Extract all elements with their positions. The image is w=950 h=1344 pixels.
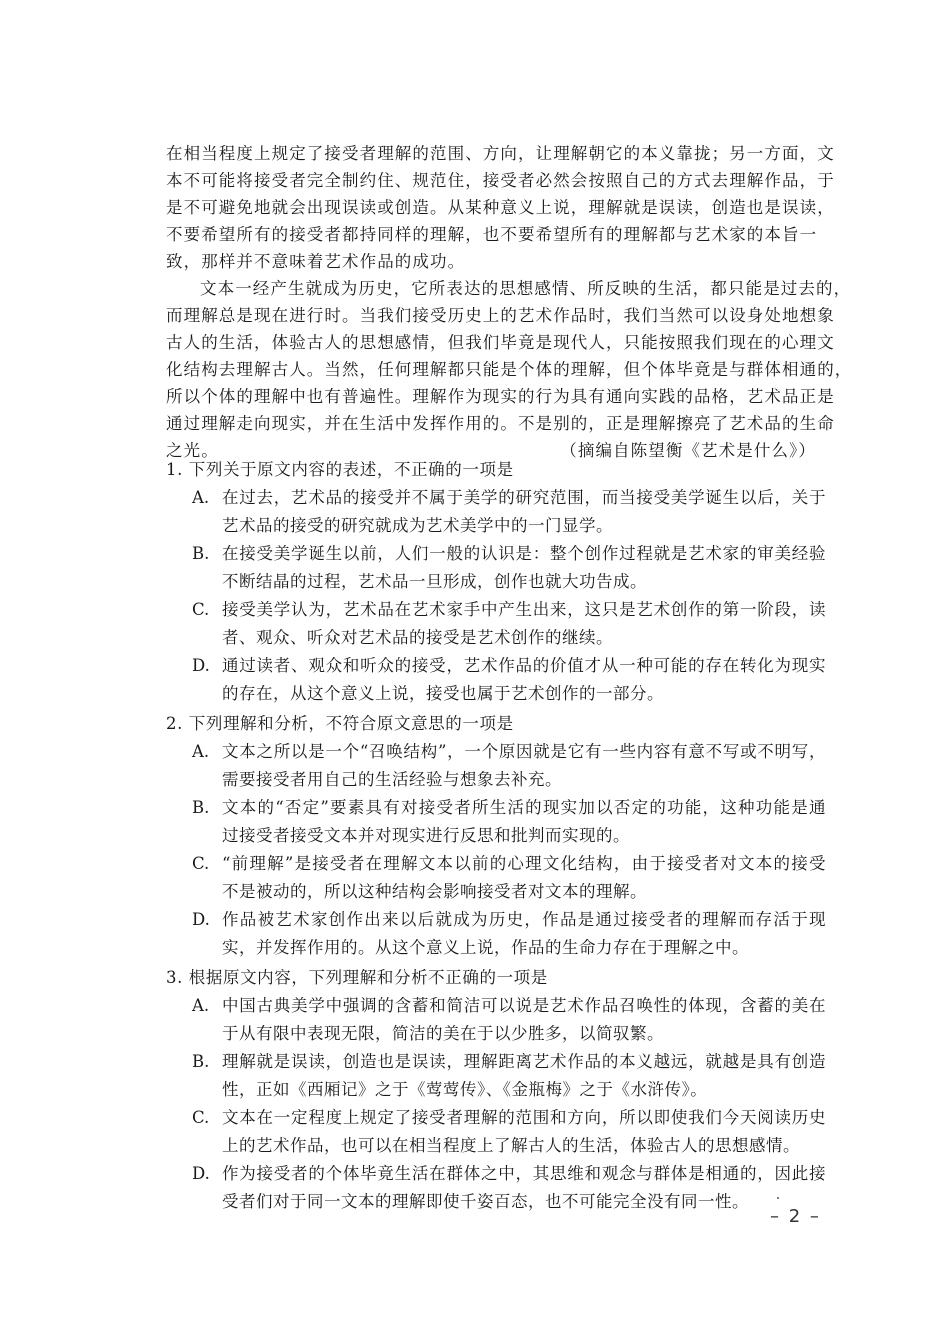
passage-line: 而理解总是现在进行时。当我们接受历史上的艺术作品时，我们当然可以设身处地想象 [166,306,835,325]
option-text: 实，并发挥作用的。从这个意义上说，作品的生命力存在于理解之中。 [222,938,749,957]
question-list [166,456,826,1216]
option-letter: B. [192,798,210,817]
option-text: 过接受者接受文本并对现实进行反思和批判而实现的。 [222,826,630,845]
option-a[interactable] [166,484,826,540]
option-b[interactable] [166,1048,826,1104]
option-letter: A. [192,742,210,761]
option-text: 文本在一定程度上规定了接受者理解的范围和方向，所以即使我们今天阅读历史 [222,1108,826,1127]
option-text: 者、观众、听众对艺术品的接受是艺术创作的继续。 [222,628,613,647]
passage-line: 之光。 [166,441,219,460]
passage-line: 文本一经产生就成为历史，它所表达的思想感情、所反映的生活，都只能是过去的， [200,279,852,298]
option-text: 接受美学认为，艺术品在艺术家手中产生出来，这只是艺术创作的第一阶段，读 [222,600,826,619]
option-text: 通过读者、观众和听众的接受，艺术作品的价值才从一种可能的存在转化为现实 [222,656,826,675]
option-d[interactable] [166,652,826,708]
passage-line: 是不可避免地就会出现误读或创造。从某种意义上说，理解就是误读，创造也是误读， [166,198,835,217]
option-text: 中国古典美学中强调的含蓄和简洁可以说是艺术作品召唤性的体现，含蓄的美在 [222,996,826,1015]
passage-line: 不要希望所有的接受者都持同样的理解，也不要希望所有的理解都与艺术家的本旨一 [166,225,818,244]
option-letter: C. [192,600,210,619]
passage-line: 通过理解走向现实，并在生活中发挥作用的。不是别的，正是理解擦亮了艺术品的生命 [166,414,835,433]
option-text: 需要接受者用自己的生活经验与想象去补充。 [222,770,562,789]
option-letter: A. [192,996,210,1015]
question-3 [166,964,826,1216]
option-d[interactable] [166,1160,826,1216]
passage-line: 致，那样并不意味着艺术作品的成功。 [166,252,466,271]
passage-line: 所以个体的理解中也有普遍性。理解作为现实的行为具有通向实践的品格，艺术品正是 [166,387,835,406]
option-text: 在过去，艺术品的接受并不属于美学的研究范围，而当接受美学诞生以后，关于 [222,488,826,507]
option-text: 理解就是误读，创造也是误读，理解距离艺术作品的本义越远，就越是具有创造 [222,1052,826,1071]
option-d[interactable] [166,906,826,962]
option-c[interactable] [166,596,826,652]
option-letter: A. [192,488,210,507]
option-a[interactable] [166,992,826,1048]
passage-line: 化结构去理解古人。当然，任何理解都只能是个体的理解，但个体毕竟是与群体相通的， [166,360,853,379]
question-stem: 1. 下列关于原文内容的表述，不正确的一项是 [166,460,514,479]
option-letter: C. [192,854,210,873]
question-2 [166,710,826,962]
option-text: 不断结晶的过程，艺术品一旦形成，创作也就大功告成。 [222,572,647,591]
option-text: 作品被艺术家创作出来以后就成为历史，作品是通过接受者的理解而存活于现 [222,910,826,929]
option-text: 于从有限中表现无限，简洁的美在于以少胜多，以简驭繁。 [222,1024,664,1043]
question-stem: 3. 根据原文内容，下列理解和分析不正确的一项是 [166,968,548,987]
passage-line: 古人的生活，体验古人的思想感情，但我们毕竟是现代人，只能按照我们现在的心理文 [166,333,835,352]
option-text: 文本的“否定”要素具有对接受者所生活的现实加以否定的功能，这种功能是通 [222,798,826,817]
option-a[interactable] [166,738,826,794]
scan-speck [777,1197,779,1199]
option-letter: C. [192,1108,210,1127]
option-text: 上的艺术作品，也可以在相当程度上了解古人的生活，体验古人的思想感情。 [222,1136,800,1155]
passage-line: 在相当程度上规定了接受者理解的范围、方向，让理解朝它的本义靠拢；另一方面，文 [166,144,835,163]
question-1 [166,456,826,708]
option-text: 不是被动的，所以这种结构会影响接受者对文本的理解。 [222,882,647,901]
option-letter: D. [192,656,210,675]
page-number: – 2 – [770,1206,821,1227]
option-letter: B. [192,544,210,563]
option-letter: D. [192,1164,210,1183]
option-letter: B. [192,1052,210,1071]
option-text: 艺术品的接受的研究就成为艺术美学中的一门显学。 [222,516,613,535]
option-text: 在接受美学诞生以前，人们一般的认识是：整个创作过程就是艺术家的审美经验 [222,544,826,563]
question-stem: 2. 下列理解和分析，不符合原文意思的一项是 [166,714,514,733]
option-letter: D. [192,910,210,929]
option-text: 作为接受者的个体毕竟生活在群体之中，其思维和观念与群体是相通的，因此接 [222,1164,826,1183]
option-c[interactable] [166,1104,826,1160]
option-text: 受者们对于同一文本的理解即使千姿百态，也不可能完全没有同一性。 [222,1192,749,1211]
passage-line: 本不可能将接受者完全制约住、规范住，接受者必然会按照自己的方式去理解作品，于 [166,171,835,190]
option-b[interactable] [166,794,826,850]
reading-passage [166,140,853,464]
option-b[interactable] [166,540,826,596]
option-text: 文本之所以是一个“召唤结构”，一个原因就是它有一些内容有意不写或不明写， [222,742,826,761]
option-text: 的存在，从这个意义上说，接受也属于艺术创作的一部分。 [222,684,664,703]
option-c[interactable] [166,850,826,906]
source-citation: （摘编自陈望衡《艺术是什么》） [560,441,816,460]
option-text: “前理解”是接受者在理解文本以前的心理文化结构，由于接受者对文本的接受 [222,854,826,873]
option-text: 性，正如《西厢记》之于《莺莺传》、《金瓶梅》之于《水浒传》。 [222,1080,708,1099]
